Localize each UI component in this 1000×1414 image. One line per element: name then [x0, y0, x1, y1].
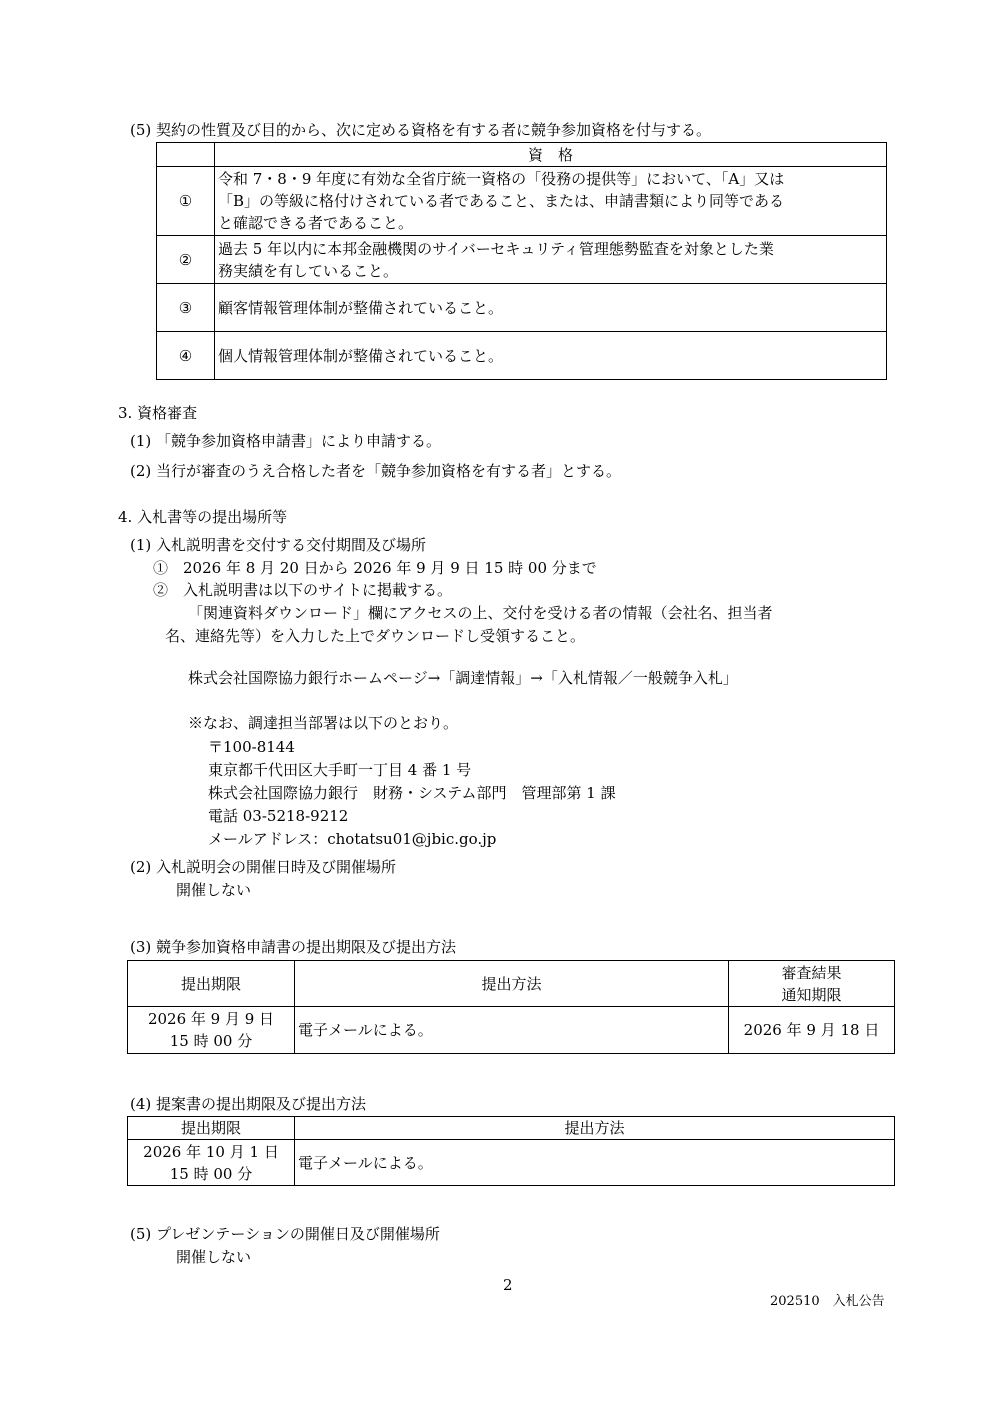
section-4-4-title: (4) 提案書の提出期限及び提出方法: [130, 1095, 367, 1113]
section-4-1-paragraph: 「関連資料ダウンロード」欄にアクセスの上、交付を受ける者の情報（会社名、担当者: [188, 604, 773, 622]
email[interactable]: メールアドレス：chotatsu01@jbic.go.jp: [208, 830, 497, 848]
application-deadline-table: [127, 960, 895, 1054]
method-cell: 電子メールによる。: [295, 1140, 895, 1186]
column-header: [729, 961, 895, 1007]
cell-line: 個人情報管理体制が整備されていること。: [218, 346, 504, 365]
column-header: 提出方法: [295, 961, 729, 1007]
notification-deadline-cell: 2026 年 9 月 18 日: [729, 1007, 895, 1054]
section-4-title: 4. 入札書等の提出場所等: [118, 508, 288, 526]
proposal-deadline-table: [127, 1116, 895, 1186]
address: 東京都千代田区大手町一丁目 4 番 1 号: [208, 761, 472, 779]
column-header-line: 通知期限: [781, 985, 842, 1004]
table-corner-cell: [157, 143, 215, 167]
row-number: ②: [157, 236, 215, 284]
row-number: ③: [157, 284, 215, 332]
method-cell: 電子メールによる。: [295, 1007, 729, 1054]
deadline-cell: [128, 1007, 295, 1054]
column-header-line: 審査結果: [781, 963, 842, 982]
cell-line: 「B」の等級に格付けされている者であること、または、申請書類により同等である: [218, 192, 785, 210]
deadline-time: 15 時 00 分: [169, 1032, 253, 1050]
section-4-3-title: (3) 競争参加資格申請書の提出期限及び提出方法: [130, 938, 457, 956]
document-code: 202510 入札公告: [770, 1294, 885, 1309]
column-header: 提出期限: [128, 1117, 295, 1140]
section-4-2-value: 開催しない: [176, 881, 252, 899]
section-4-5-title: (5) プレゼンテーションの開催日及び開催場所: [130, 1225, 440, 1243]
cell-line: 令和 7・8・9 年度に有効な全省庁統一資格の「役務の提供等」において、「A」又は: [218, 170, 785, 188]
section-3-title: 3. 資格審査: [118, 404, 198, 422]
contact-note: ※なお、調達担当部署は以下のとおり。: [188, 714, 459, 732]
section-4-5-value: 開催しない: [176, 1248, 252, 1266]
qualification-cell: [215, 167, 887, 236]
postal-code: 〒100-8144: [208, 738, 295, 756]
cell-line: 務実績を有していること。: [218, 261, 399, 280]
deadline-time: 15 時 00 分: [169, 1164, 253, 1183]
phone: 電話 03-5218-9212: [208, 807, 349, 825]
cell-line: 顧客情報管理体制が整備されていること。: [218, 298, 504, 317]
section-4-2-title: (2) 入札説明会の開催日時及び開催場所: [130, 858, 397, 876]
qualification-cell: [215, 284, 887, 332]
column-header: 提出方法: [295, 1117, 895, 1140]
row-number: ④: [157, 332, 215, 380]
qualification-cell: [215, 332, 887, 380]
qualification-header: 資 格: [215, 143, 887, 167]
deadline-cell: [128, 1140, 295, 1186]
section-5-heading: (5) 契約の性質及び目的から、次に定める資格を有する者に競争参加資格を付与する。: [130, 121, 712, 139]
website-path: 株式会社国際協力銀行ホームページ→「調達情報」→「入札情報／一般競争入札」: [188, 669, 738, 687]
section-4-1-item: ② 入札説明書は以下のサイトに掲載する。: [153, 581, 452, 599]
qualification-cell: [215, 236, 887, 284]
cell-line: 過去 5 年以内に本邦金融機関のサイバーセキュリティ管理態勢監査を対象とした業: [218, 239, 774, 258]
section-3-item: (2) 当行が審査のうえ合格した者を「競争参加資格を有する者」とする。: [130, 462, 622, 480]
section-4-1-title: (1) 入札説明書を交付する交付期間及び場所: [130, 536, 427, 554]
deadline-date: 2026 年 9 月 9 日: [147, 1010, 275, 1028]
row-number: ①: [157, 167, 215, 236]
section-3-item: (1) 「競争参加資格申請書」により申請する。: [130, 432, 442, 450]
page-number: 2: [503, 1276, 513, 1294]
cell-line: と確認できる者であること。: [218, 214, 414, 232]
column-header: 提出期限: [128, 961, 295, 1007]
deadline-date: 2026 年 10 月 1 日: [143, 1142, 279, 1161]
section-4-1-paragraph: 名、連絡先等）を入力した上でダウンロードし受領すること。: [165, 627, 586, 645]
qualification-table: [156, 142, 887, 380]
department: 株式会社国際協力銀行 財務・システム部門 管理部第 1 課: [208, 784, 616, 802]
section-4-1-item: ① 2026 年 8 月 20 日から 2026 年 9 月 9 日 15 時 00 分まで: [153, 559, 597, 577]
